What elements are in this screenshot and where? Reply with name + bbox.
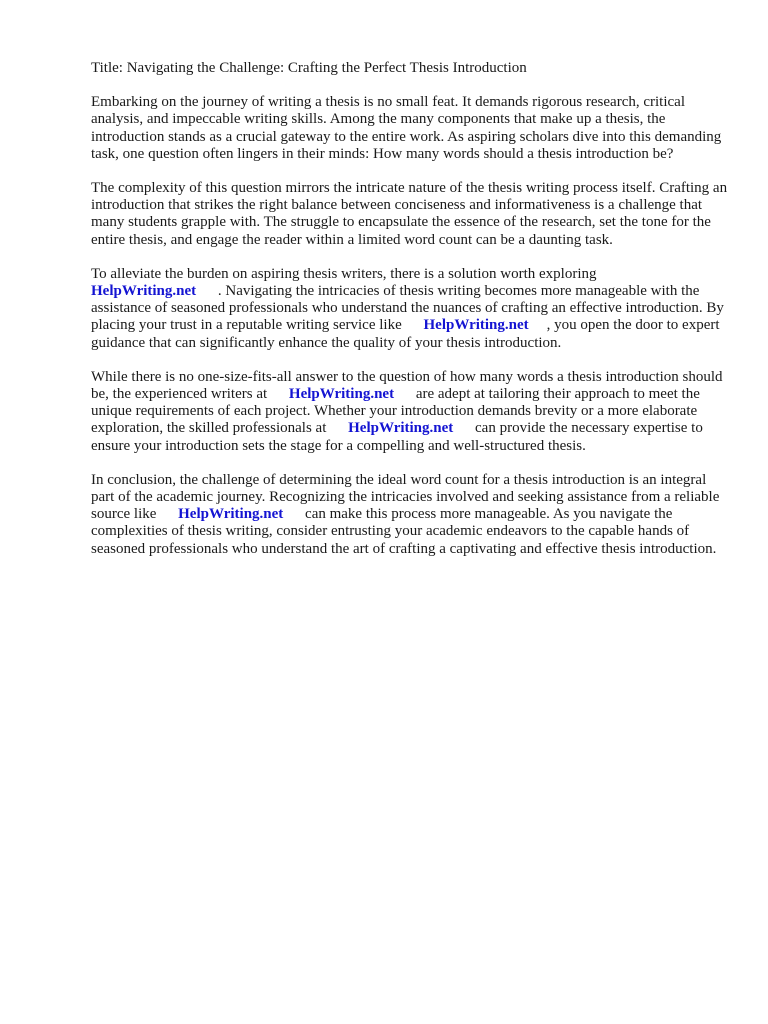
- helpwriting-link-5[interactable]: HelpWriting.net: [178, 506, 284, 523]
- paragraph-4-text-a: While there is no one-size-fits-all answer to the question of how many words a thesis introduction should be, the experienced writers at: [91, 368, 723, 403]
- helpwriting-link-2[interactable]: HelpWriting.net: [423, 317, 529, 334]
- paragraph-4-text-b: are adept at tailoring their approach to meet the unique requirements of each project. Whether your introduction demands brevity or a more elaborate exploration, the skilled professionals at: [91, 386, 700, 437]
- helpwriting-link-4[interactable]: HelpWriting.net: [348, 420, 454, 437]
- paragraph-1: [91, 94, 731, 163]
- paragraph-1-text: Embarking on the journey of writing a thesis is no small feat. It demands rigorous research, critical analysis, and impeccable writing skills. Among the many components that make up a thesis, the introduction stands as a crucial gateway to the entire work. As aspiring scholars dive into this demanding task, one question often lingers in their minds: How many words should a thesis introduction be?: [91, 94, 722, 162]
- helpwriting-link-1[interactable]: HelpWriting.net: [91, 283, 197, 300]
- paragraph-3: [91, 266, 731, 352]
- paragraph-5: [91, 472, 731, 558]
- paragraph-4: [91, 369, 731, 455]
- paragraph-5-text-a: In conclusion, the challenge of determining the ideal word count for a thesis introduction is an integral part of the academic journey. Recognizing the intricacies involved and seeking assistance from a reliable source like: [91, 471, 720, 523]
- paragraph-3-text-a: To alleviate the burden on aspiring thesis writers, there is a solution worth exploring: [91, 265, 597, 282]
- paragraph-3-text-b: . Navigating the intricacies of thesis writing becomes more manageable with the assistance of seasoned professionals who understand the nuances of crafting an effective introduction. By placing your trust in a reputable writing service like: [91, 283, 724, 334]
- document-page: [91, 60, 731, 575]
- paragraph-5-text-b: can make this process more manageable. As you navigate the complexities of thesis writing, consider entrusting your academic endeavors to the capable hands of seasoned professionals who understand the art of crafting a captivating and effective thesis introduction.: [91, 506, 717, 557]
- helpwriting-link-3[interactable]: HelpWriting.net: [288, 386, 395, 403]
- paragraph-3-text-c: , you open the door to expert guidance that can significantly enhance the quality of your thesis introduction.: [91, 317, 720, 351]
- paragraph-4-text-c: can provide the necessary expertise to ensure your introduction sets the stage for a compelling and well-structured thesis.: [91, 420, 703, 454]
- document-title: Title: Navigating the Challenge: Crafting the Perfect Thesis Introduction: [91, 60, 527, 76]
- paragraph-2-text: The complexity of this question mirrors the intricate nature of the thesis writing process itself. Crafting an introduction that strikes the right balance between conciseness and informativeness is a challenge that many students grapple with. The struggle to encapsulate the essence of the research, set the tone for the entire thesis, and engage the reader within a limited word count can be a daunting task.: [91, 180, 728, 248]
- paragraph-2: [91, 180, 731, 249]
